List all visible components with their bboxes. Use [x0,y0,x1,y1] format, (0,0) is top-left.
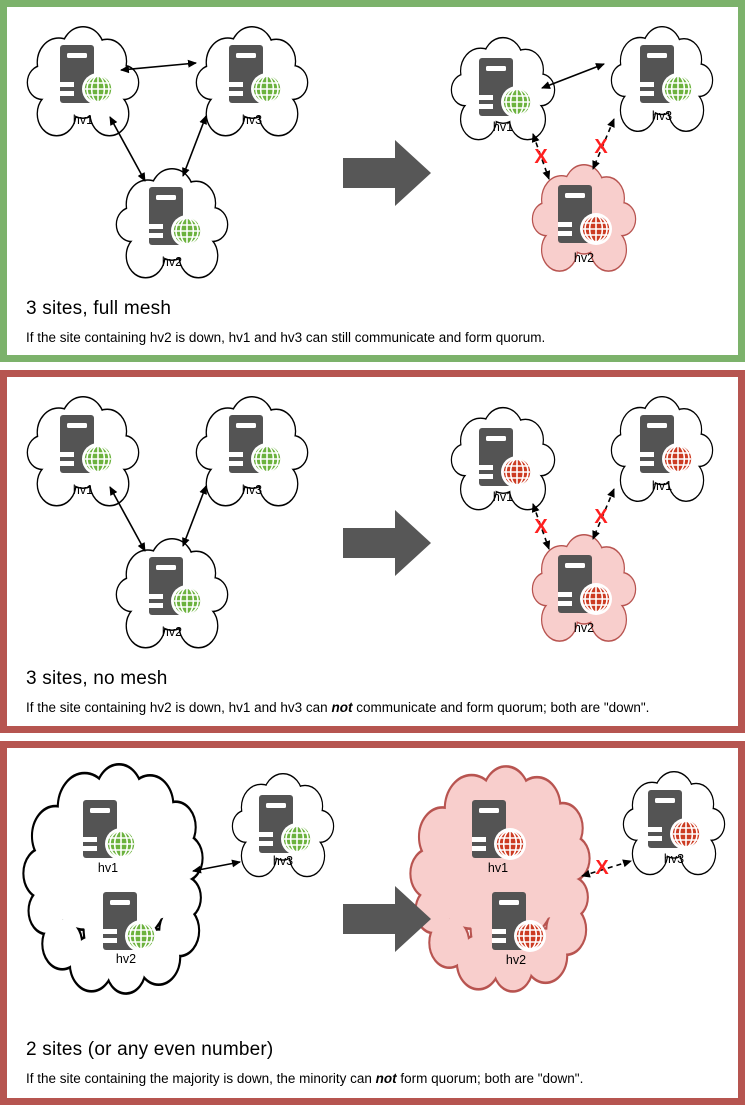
node-label: hv1 [72,113,94,127]
node-label: hv1 [492,490,514,504]
node-label: hv1 [72,483,94,497]
panel-description: If the site containing the majority is down, the minority can not form quorum; both are "down". [26,1071,584,1086]
node-label: hv1 [492,120,514,134]
link-broken-x: X [534,146,548,168]
node-label: hv1 [651,479,673,493]
node-label: hv3 [241,483,263,497]
panel-title: 2 sites (or any even number) [26,1039,274,1060]
link-hv1-hv2 [110,487,145,551]
panel-description: If the site containing hv2 is down, hv1 and hv3 can still communicate and form quorum. [26,330,546,345]
transition-arrow-icon [343,886,431,952]
link-hv1-hv3 [542,64,604,88]
two-sites-diagram [7,748,738,1033]
link-broken-x: X [534,516,548,538]
node-label: hv2 [161,255,183,269]
node-label: hv1 [97,861,119,875]
link-hv1-hv2 [110,117,145,181]
node-label: hv2 [573,251,595,265]
node-label: hv2 [161,625,183,639]
panel-description: If the site containing hv2 is down, hv1 and hv3 can not communicate and form quorum; both are "down". [26,700,650,715]
node-label: hv3 [241,113,263,127]
link-broken-x: X [594,506,608,528]
node-label: hv3 [651,109,673,123]
site-cloud-majority [24,766,201,993]
node-label: hv2 [505,953,527,967]
panel-title: 3 sites, full mesh [26,298,172,319]
transition-arrow-icon [343,140,431,206]
link-hv1-hv3 [121,63,196,70]
panel-two-sites [0,741,745,1105]
panel-no-mesh [0,370,745,733]
link-hv3-hv2 [183,486,206,546]
panel-title: 3 sites, no mesh [26,668,168,689]
full-mesh-diagram [7,7,738,292]
node-label: hv3 [272,854,294,868]
link-broken-x: X [594,136,608,158]
node-label: hv1 [487,861,509,875]
node-label: hv2 [115,952,137,966]
transition-arrow-icon [343,510,431,576]
link-broken-x: X [595,857,609,879]
link-hv3-hv2 [183,116,206,176]
no-mesh-diagram [7,377,738,662]
panel-full-mesh [0,0,745,362]
node-label: hv2 [573,621,595,635]
node-label: hv3 [663,852,685,866]
